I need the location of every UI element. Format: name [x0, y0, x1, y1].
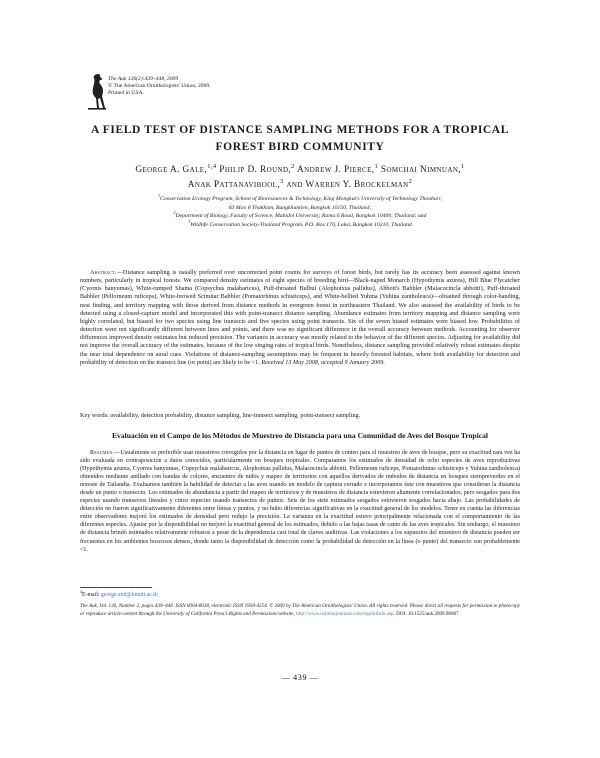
abstract-body: —Distance sampling is usually preferred over uncorrected point counts for surveys of forest birds, but rarely has its accuracy been assessed against known numbers, particularly in tropical forests. We compared density estimates of eight species of breeding bird—Black-naped Monarch (Hypothymis azurea), Hill Blue Flycatcher (Cyornis banyumas), White-rumped Shama (Copsychus malabaricus), Puff-throated Bulbul (Alophoixus pallidus), Abbott's Babbler (Malacocincla abbotti), Puff-throated Babbler (Pellorneum ruficeps), White-browed Scimitar Babbler (Pomatorhinus schisticeps), and White-bellied Yuhina (Yuhina zantholeuca)—obtained through color-banding, nest finding, and territory mapping with those derived from distance methods in evergreen forest in northeastern Thailand. We also assessed the availability of birds to be detected using a closed-capture model and incorporated this with point-transect distance sampling. Abundance estimates from territory mapping and distance sampling were highly correlated, but biased for two species using line transects and five species using point transects. Six of the seven biased estimates were biased low. Probabilities of detection were not significantly different between lines and points, and there was no significant difference in the overall accuracy between methods. Accounting for observer differences improved density estimates but reduced precision. The variance in accuracy was mostly related to the behavior of the different species. Adjusting for availability did not improve the overall accuracy of the estimates, because of the low singing rates of tropical birds. Nonetheless, distance sampling provided relatively robust estimates despite the near total dependence on aural cues. Violations of distance-sampling assumptions may be frequent in heavily forested habitats, where both availability for detection and probability of detection on the transect line (or point) are likely to be <1. [80, 269, 520, 366]
author-gale-affil: 1,4 [207, 162, 217, 170]
affiliation-2 [70, 212, 530, 221]
author-pattanavibool-affil: 3 [280, 177, 284, 185]
keywords [80, 412, 520, 420]
author-pierce: Andrew J. Pierce, [297, 165, 375, 175]
affiliation-1-text: Conservation Ecology Program, School of Bioresources & Technology, King Mongkut's University of Technology Thonburi, [159, 196, 442, 202]
author-brockelman-affil: 2 [408, 177, 413, 185]
affiliation-1-marker: 1 [158, 193, 160, 199]
title-line-1: A FIELD TEST OF DISTANCE SAMPLING METHODS FOR A TROPICAL [91, 124, 509, 136]
resumen [80, 449, 520, 554]
author-pierce-affil: 1 [374, 162, 379, 170]
affiliation-1-address: 83 Moo 8 Thakham, Bangkhuntien, Bangkok 10150, Thailand; [228, 204, 372, 211]
auk-bird-logo-icon [86, 72, 108, 112]
abstract [80, 269, 520, 367]
affiliation-3-text: Wildlife Conservation Society-Thailand Program, P.O. Box 170, Laksi, Bangkok 10210, Thailand [190, 221, 412, 228]
affiliation-3-marker: 3 [188, 218, 191, 224]
author-conjunction: and [286, 180, 303, 190]
author-nimnuan: Somchai Nimnuan, [380, 165, 462, 175]
abstract-heading: Abstract. [90, 269, 117, 276]
title-line-2: FOREST BIRD COMMUNITY [215, 141, 385, 153]
author-round: Philip D. Round, [219, 165, 292, 175]
permissions-link[interactable]: http://www.ucpressjournals.com/reprintInfo.asp [296, 610, 394, 617]
author-list [60, 163, 540, 193]
email-label: E-mail: [82, 592, 100, 598]
author-gale: George A. Gale, [135, 165, 208, 175]
author-line-1 [60, 163, 540, 178]
affiliation-1 [70, 195, 530, 204]
author-brockelman: Warren Y. Brockelman [305, 180, 409, 190]
journal-info [108, 76, 211, 97]
footer-doi: . DOI: 10.1525/auk.2009.08087 [393, 610, 459, 617]
affiliation-3 [70, 218, 530, 230]
keywords-text: availability, detection probability, distance sampling, line-transect sampling, point-transect sampling. [110, 412, 361, 419]
author-pattanavibool: Anak Pattanavibool, [187, 180, 281, 190]
affiliation-2-marker: 2 [173, 210, 176, 216]
corresponding-email [80, 591, 158, 599]
footnote-divider [80, 587, 152, 588]
email-marker: 4 [80, 589, 83, 595]
journal-copyright: © The American Ornithologists' Union, 2009. [108, 83, 211, 89]
author-line-2 [60, 178, 540, 193]
affiliation-2-text: Department of Biology, Faculty of Science, Mahidol University, Rama 6 Road, Bangkok 10400, Thailand; and [175, 213, 427, 220]
page-number: — 439 — [281, 673, 319, 682]
journal-citation: The Auk 126(2):439–448, 2009 [108, 76, 179, 82]
author-nimnuan-affil: 1 [461, 162, 465, 170]
keywords-label: Key words: [80, 412, 109, 419]
journal-printed: Printed in USA. [108, 90, 144, 96]
affiliations [70, 195, 530, 229]
publication-footer [80, 603, 520, 618]
email-link[interactable]: george.and@kmutt.ac.th [100, 592, 158, 598]
resumen-heading: Resumen. [90, 450, 115, 456]
author-round-affil: 2 [291, 162, 295, 170]
resumen-body: —Usualmente es preferible usar muestreos corregidos por la distancia en lugar de puntos de conteo para el muestreo de aves de bosque, pero su exactitud rara vez ha sido evaluada en contraposición a datos conocidos, particularmente en bosques tropicales. Comparamos los estimados de densidad de ocho especies de aves reproductivas (Hypothymis azurea, Cyornis banyumas, Copsychus malabaricus, Alophoixus pallidus, Malacocincla abbotti, Pellorneum ruficeps, Pomatorhinus schisticeps y Yuhina zantholeuca) obtenidos mediante anillado con bandas de colores, encuentro de nidos y mapeo de territorios con aquellos derivados de métodos de distancia en bosques siempreverdes en el noreste de Tailandia. Evaluamos también la habilidad de detectar a las aves usando un modelo de captura cerrado e incorporamos éste con muestreos que consideran la distancia desde un punto o transecto. Los estimados de abundancia a partir del mapeo de territorios y de muestreos de distancia estuvieron altamente correlacionados, pero sesgados para dos especies usando transectos lineales y cinco especies usando transectos de puntos. Seis de los siete estimados sesgados estuvieron sesgados hacia abajo. Las probabilidades de detección no fueron significativamente diferentes entre líneas y puntos, y no hubo diferencias significativas en la exactitud general de los modelos. Tener en cuenta las diferencias entre observadores mejoró los estimados de densidad pero redujo la precisión. La varianza en la exactitud estuvo principalmente relacionada con el comportamiento de las diferentes especies. Ajustar por la disponibilidad no mejoró la exactitud general de los estimados, debido a las bajas tasas de canto de las aves tropicales. Sin embargo, el muestreo de distancia brindó estimados relativamente robustos a pesar de la dependencia casi total de claves auditivas. Las violaciones a los supuestos del muestreo de distancia pueden ser frecuentes en los ambientes boscosos densos, donde tanto la disponibilidad de detección como la probabilidad de detección en la línea (o punto) del transecto son probablemente <1. [80, 450, 520, 553]
article-title [60, 122, 540, 156]
abstract-received: Received 13 May 2008, accepted 9 January 2009. [261, 358, 385, 366]
footer-text: The Auk, Vol. 126, Number 2, pages 439–448. ISSN 0004-8038, electronic ISSN 1938-4254. © 2009 by The American Ornithologists' Union. All rights reserved. Please direct all requests for permission to photocopy or reproduce article content through the University of California Press's Rights and Permissions website, [80, 603, 520, 617]
spanish-title: Evaluación en el Campo de los Métodos de Muestreo de Distancia para una Comunidad de Aves del Bosque Tropical [111, 431, 489, 440]
